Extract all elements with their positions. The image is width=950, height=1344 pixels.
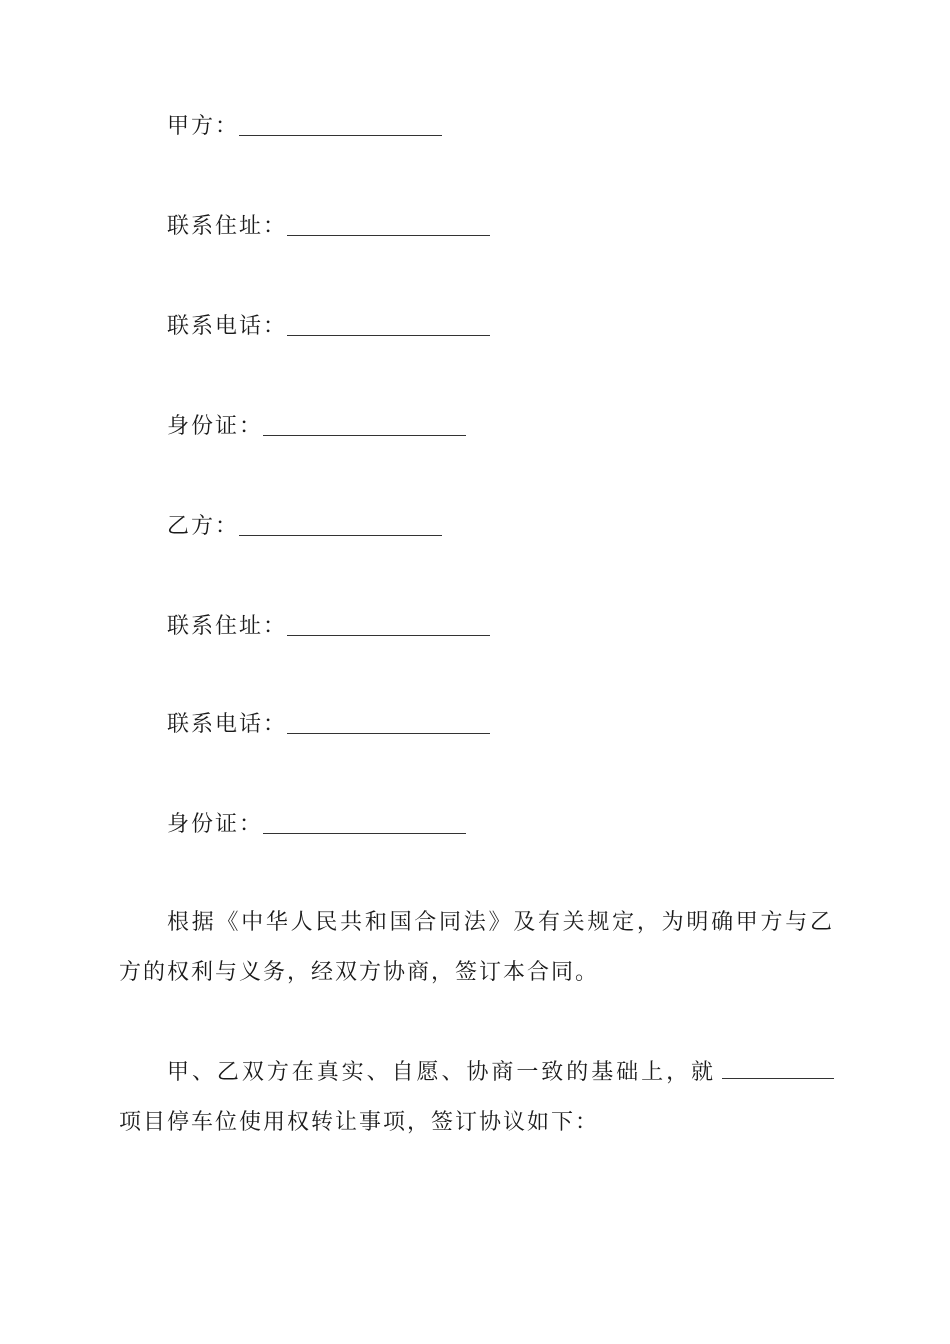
party-a-blank[interactable] [239, 113, 442, 136]
party-b-label: 乙方： [167, 514, 240, 539]
agreement-text-before: 甲、乙双方在真实、自愿、协商一致的基础上，就 [167, 1060, 716, 1085]
party-b-address-label: 联系住址： [167, 614, 288, 639]
party-b-id-label: 身份证： [167, 812, 264, 837]
party-a-id-field [167, 410, 466, 440]
agreement-paragraph [119, 1048, 834, 1148]
party-b-phone-field [167, 708, 490, 738]
party-b-address-blank[interactable] [287, 613, 490, 636]
party-a-address-blank[interactable] [287, 213, 490, 236]
party-b-phone-blank[interactable] [287, 711, 490, 734]
party-a-phone-label: 联系电话： [167, 314, 288, 339]
agreement-text-after: 项目停车位使用权转让事项，签订协议如下： [119, 1110, 600, 1135]
party-a-phone-field [167, 310, 490, 340]
party-b-field [167, 510, 442, 540]
party-b-id-blank[interactable] [263, 811, 466, 834]
party-b-phone-label: 联系电话： [167, 712, 288, 737]
intro-paragraph: 根据《中华人民共和国合同法》及有关规定，为明确甲方与乙方的权利与义务，经双方协商，签订本合同。 [119, 910, 834, 985]
party-a-field [167, 110, 442, 140]
party-a-address-field [167, 210, 490, 240]
party-b-id-field [167, 808, 466, 838]
project-name-blank[interactable] [722, 1056, 834, 1079]
party-b-blank[interactable] [239, 513, 442, 536]
party-a-id-label: 身份证： [167, 414, 264, 439]
party-a-phone-blank[interactable] [287, 313, 490, 336]
party-a-address-label: 联系住址： [167, 214, 288, 239]
party-a-label: 甲方： [167, 114, 240, 139]
party-b-address-field [167, 610, 490, 640]
party-a-id-blank[interactable] [263, 413, 466, 436]
